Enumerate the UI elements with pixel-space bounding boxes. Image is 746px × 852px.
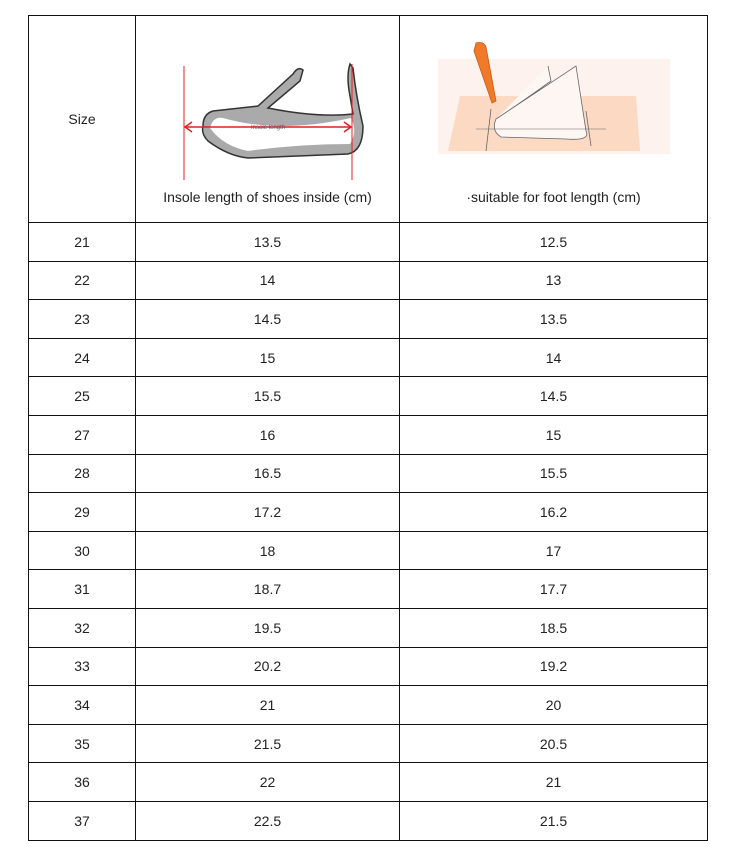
table-row xyxy=(29,724,708,763)
table-row xyxy=(29,493,708,532)
foot-length-cell: 20 xyxy=(400,686,708,725)
table-row xyxy=(29,763,708,802)
table-row xyxy=(29,531,708,570)
size-cell: 22 xyxy=(29,261,136,300)
table-row xyxy=(29,377,708,416)
insole-length-cell: 20.2 xyxy=(136,647,400,686)
foot-measuring-illustration xyxy=(436,41,672,156)
size-cell: 35 xyxy=(29,724,136,763)
foot-length-cell: 17.7 xyxy=(400,570,708,609)
size-cell: 32 xyxy=(29,608,136,647)
foot-length-cell: 17 xyxy=(400,531,708,570)
table-row xyxy=(29,570,708,609)
svg-text:Insole length: Insole length xyxy=(250,125,285,131)
size-cell: 21 xyxy=(29,223,136,262)
foot-length-cell: 21.5 xyxy=(400,801,708,840)
size-header: Size xyxy=(29,16,136,223)
size-cell: 27 xyxy=(29,415,136,454)
size-cell: 28 xyxy=(29,454,136,493)
insole-length-cell: 22.5 xyxy=(136,801,400,840)
insole-length-cell: 21.5 xyxy=(136,724,400,763)
size-cell: 25 xyxy=(29,377,136,416)
size-cell: 24 xyxy=(29,338,136,377)
size-cell: 31 xyxy=(29,570,136,609)
table-row xyxy=(29,686,708,725)
foot-length-cell: 21 xyxy=(400,763,708,802)
table-row xyxy=(29,338,708,377)
insole-length-cell: 21 xyxy=(136,686,400,725)
insole-length-cell: 16 xyxy=(136,415,400,454)
foot-length-cell: 15.5 xyxy=(400,454,708,493)
foot-length-cell: 13 xyxy=(400,261,708,300)
foot-length-cell: 15 xyxy=(400,415,708,454)
table-row xyxy=(29,223,708,262)
insole-length-cell: 14 xyxy=(136,261,400,300)
insole-length-cell: 18 xyxy=(136,531,400,570)
insole-length-cell: 13.5 xyxy=(136,223,400,262)
foot-length-cell: 16.2 xyxy=(400,493,708,532)
insole-length-cell: 18.7 xyxy=(136,570,400,609)
foot-length-cell: 12.5 xyxy=(400,223,708,262)
foot-length-cell: 13.5 xyxy=(400,300,708,339)
foot-length-cell: 20.5 xyxy=(400,724,708,763)
table-row xyxy=(29,801,708,840)
insole-length-cell: 15.5 xyxy=(136,377,400,416)
size-cell: 36 xyxy=(29,763,136,802)
table-row xyxy=(29,647,708,686)
insole-length-cell: 16.5 xyxy=(136,454,400,493)
shoe-insole-illustration xyxy=(168,56,368,186)
table-row xyxy=(29,261,708,300)
cropped-red-note xyxy=(30,846,320,852)
table-row xyxy=(29,454,708,493)
insole-caption: Insole length of shoes inside (cm) xyxy=(163,189,372,205)
size-cell: 34 xyxy=(29,686,136,725)
table-row xyxy=(29,608,708,647)
size-cell: 37 xyxy=(29,801,136,840)
insole-header xyxy=(136,16,400,223)
insole-length-cell: 19.5 xyxy=(136,608,400,647)
size-cell: 23 xyxy=(29,300,136,339)
header-row xyxy=(29,16,708,223)
size-chart-table xyxy=(28,15,708,841)
foot-caption: ·suitable for foot length (cm) xyxy=(466,189,641,205)
foot-length-cell: 14 xyxy=(400,338,708,377)
size-cell: 30 xyxy=(29,531,136,570)
foot-length-cell: 19.2 xyxy=(400,647,708,686)
insole-length-cell: 14.5 xyxy=(136,300,400,339)
insole-length-cell: 22 xyxy=(136,763,400,802)
size-cell: 33 xyxy=(29,647,136,686)
insole-length-cell: 15 xyxy=(136,338,400,377)
table-row xyxy=(29,415,708,454)
size-cell: 29 xyxy=(29,493,136,532)
foot-header xyxy=(400,16,708,223)
foot-length-cell: 18.5 xyxy=(400,608,708,647)
foot-length-cell: 14.5 xyxy=(400,377,708,416)
table-row xyxy=(29,300,708,339)
insole-length-cell: 17.2 xyxy=(136,493,400,532)
